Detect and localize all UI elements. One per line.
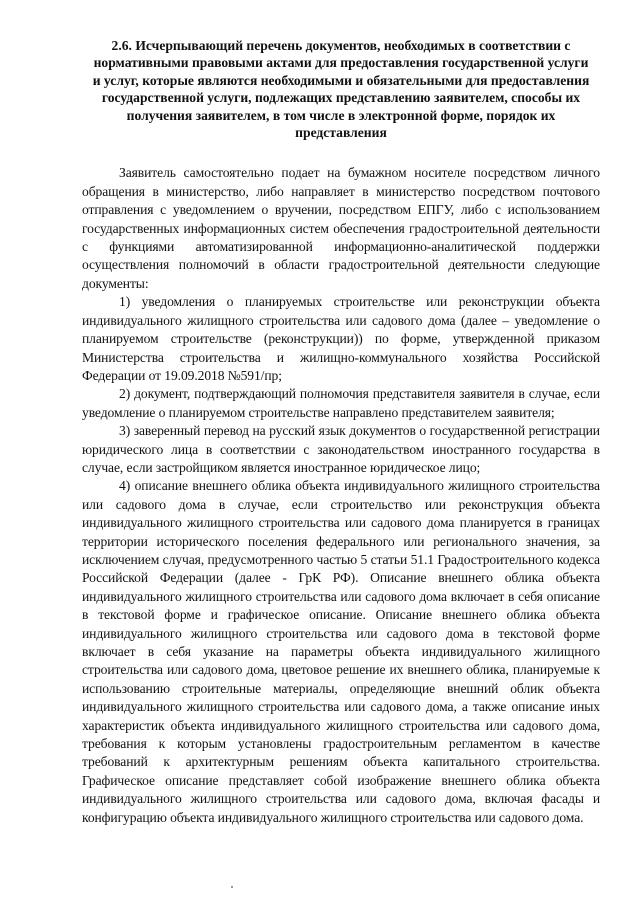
intro-paragraph: Заявитель самостоятельно подает на бумажном носителе посредством личного обращения в министерство, либо направляет в министерство посредством почтового отправления с уведомлением о вручении, посредством ЕПГУ, либо с использованием государственных информационных систем обеспечения градостроительной деятельности с функциями автоматизированной информационно-аналитической поддержки осуществления полномочий в области градостроительной деятельности следующие документы: [82,165,600,291]
heading-line: нормативными правовыми актами для предоставления государственной услуги [93,55,589,71]
heading-line: 2.6. Исчерпывающий перечень документов, необходимых в соответствии с [111,38,571,53]
list-item: 3) заверенный перевод на русский язык документов о государственной регистрации юридического лица в соответствии с законодательством иностранного государства в случае, если застройщиком является иностранное юридическое лицо; [82,423,600,475]
list-item: 2) документ, подтверждающий полномочия представителя заявителя в случае, если уведомление о планируемом строительстве направлено представителем заявителя; [82,386,600,420]
heading-line: государственной услуги, подлежащих представлению заявителем, способы их [101,90,581,106]
section-heading [82,37,600,141]
heading-line: и услуг, которые являются необходимыми и обязательными для предоставления [92,72,590,88]
heading-line: представления [295,125,387,141]
list-item: 4) описание внешнего облика объекта индивидуального жилищного строительства или садового дома в случае, если строительство или реконструкция объекта индивидуального жилищного строительства или садового дома планируется в границах территории исторического поселения федерального или регионального значения, за исключением случая, предусмотренного частью 5 статьи 51.1 Градостроительного кодекса Российской Федерации (далее - ГрК РФ). Описание внешнего облика объекта индивидуального жилищного строительства или садового дома включает в себя описание в текстовой форме и графическое описание. Описание внешнего облика объекта индивидуального жилищного строительства или садового дома в текстовой форме включает в себя указание на параметры объекта индивидуального жилищного строительства или садового дома, цветовое решение их внешнего облика, планируемые к использованию строительные материалы, определяющие внешний облик объекта индивидуального жилищного строительства или садового дома, а также описание иных характеристик объекта индивидуального жилищного строительства или садового дома, требования к которым установлены градостроительным регламентом в качестве требований к архитектурным решениям объекта капитального строительства. Графическое описание представляет собой изображение внешнего облика объекта индивидуального жилищного строительства или садового дома, включая фасады и конфигурацию объекта индивидуального жилищного строительства или садового дома. [82,478,600,825]
document-page [82,37,600,827]
document-body [82,164,600,827]
list-item: 1) уведомления о планируемых строительстве или реконструкции объекта индивидуального жилищного строительства или садового дома (далее – уведомление о планируемом строительстве (реконструкции)) по форме, утвержденной приказом Министерства строительства и жилищно-коммунального хозяйства Российской Федерации от 19.09.2018 №591/пр; [82,294,600,383]
heading-line: получения заявителем, в том числе в электронной форме, порядок их [126,107,556,123]
scan-speck [231,886,233,888]
